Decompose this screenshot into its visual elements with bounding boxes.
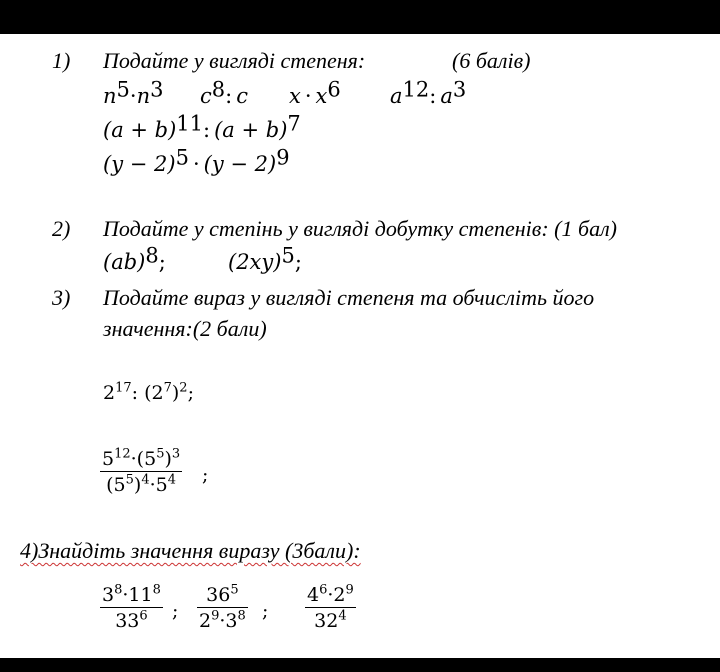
- task1-row1-expr2: [200, 77, 248, 108]
- expr-base: (y − 2): [203, 152, 277, 176]
- expr-exponent: 3: [452, 77, 467, 102]
- task2-number: 2): [52, 216, 71, 241]
- expr-operator: ·: [192, 152, 200, 176]
- expr-exponent: 5: [175, 145, 189, 170]
- fraction-bar: [305, 607, 356, 608]
- expr-operator: :: [203, 118, 211, 142]
- task2-expr1: [103, 243, 166, 274]
- task4-fraction-1: [100, 584, 163, 632]
- expr-exponent: 7: [287, 111, 301, 136]
- expr-body: : (2: [131, 382, 164, 404]
- expr-exponent: 2: [179, 380, 188, 396]
- fraction-bar: [100, 607, 163, 608]
- expr-base: a: [440, 84, 453, 108]
- fraction-denominator: $32^4$: [314, 608, 347, 632]
- fraction-denominator: $(5^5)^4\cdot 5^4$: [106, 472, 177, 496]
- expr-exponent: 11: [176, 111, 204, 136]
- fraction-numerator: $3^8\cdot 11^8$: [102, 582, 161, 606]
- task4-fraction-2: [197, 584, 248, 632]
- fraction-numerator: $36^5$: [206, 582, 239, 606]
- expr-base: n: [136, 84, 151, 108]
- expr-base: (a + b): [214, 118, 288, 142]
- task3-fraction: [100, 448, 182, 496]
- expr-base: (a + b): [103, 118, 177, 142]
- task3-fraction-separator: ;: [202, 464, 209, 486]
- expr-separator: ;: [158, 250, 166, 274]
- expr-base: c: [200, 84, 212, 108]
- task4-prompt-text: 4)Знайдіть значення виразу (3бали):: [20, 538, 361, 563]
- fraction-numerator: $4^6\cdot 2^9$: [307, 582, 354, 606]
- task1-prompt: Подайте у вигляді степеня:: [103, 48, 366, 73]
- expr-close: ): [171, 382, 180, 404]
- expr-exponent: 8: [211, 77, 226, 102]
- expr-separator: ;: [294, 250, 302, 274]
- task1-row1-expr4: [390, 77, 467, 108]
- expr-exponent: 17: [115, 380, 132, 396]
- task4-fraction-2-separator: ;: [262, 600, 269, 622]
- task2-expr2: [228, 243, 302, 274]
- task1-row2: [103, 111, 301, 142]
- expr-base: a: [390, 84, 403, 108]
- task4-fraction-3: [305, 584, 356, 632]
- task2-prompt: Подайте у степінь у вигляді добутку степенів: (1 бал): [103, 216, 617, 241]
- expr-base: (2xy): [228, 250, 282, 274]
- fraction-denominator: $2^9\cdot 3^8$: [199, 608, 246, 632]
- task1-points: (6 балів): [452, 48, 531, 73]
- task1-row1: [103, 77, 164, 108]
- expr-base: (ab): [103, 250, 146, 274]
- expr-operator: ·: [129, 84, 137, 108]
- expr-operator: ·: [304, 84, 312, 108]
- fraction-denominator: $33^6$: [115, 608, 148, 632]
- task1-row1-expr3: [289, 77, 341, 108]
- expr-exponent: 12: [402, 77, 430, 102]
- expr-base: n: [103, 84, 117, 108]
- expr-exponent: 5: [281, 243, 295, 268]
- task3-prompt-line1: Подайте вираз у вигляді степеня та обчисліть його: [103, 285, 595, 310]
- expr-exponent: 9: [276, 145, 290, 170]
- expr-exponent: 5: [116, 77, 130, 102]
- task3-number: 3): [52, 285, 71, 310]
- expr-base: (y − 2): [103, 152, 176, 176]
- expr-exponent: 7: [163, 380, 172, 396]
- expr-operator: :: [429, 84, 437, 108]
- task1-row3: [103, 145, 290, 176]
- expr-base: c: [236, 84, 248, 108]
- task3-prompt-line2: значення:(2 бали): [103, 316, 267, 341]
- expr-base: 2: [103, 382, 116, 404]
- expr-separator: ;: [187, 382, 194, 404]
- task3-expr1: [103, 382, 194, 404]
- task4-prompt: [20, 538, 361, 564]
- expr-operator: :: [225, 84, 233, 108]
- expr-base: x: [289, 84, 301, 108]
- expr-exponent: 3: [150, 77, 164, 102]
- fraction-numerator: $5^{12}\cdot(5^5)^3$: [102, 446, 181, 470]
- expr-exponent: 6: [327, 77, 341, 102]
- task4-fraction-1-separator: ;: [172, 600, 179, 622]
- expr-exponent: 8: [145, 243, 159, 268]
- task1-number: 1): [52, 48, 71, 73]
- expr-base: x: [315, 84, 328, 108]
